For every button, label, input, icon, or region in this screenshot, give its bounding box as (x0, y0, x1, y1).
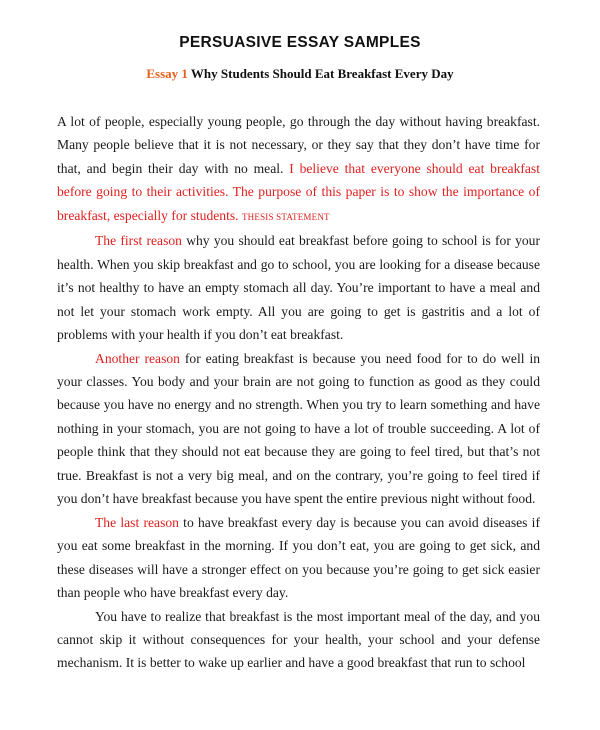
first-reason-text: why you should eat breakfast before going to school is for your health. When you skip breakfast and go to school, you are looking for a disease because it’s not healthy to have an empty stomach all day. You’re important to have a meal and not let your stomach work empty. All you are going to get is gastritis and a lot of problems with your health if you don’t eat breakfast. (57, 233, 540, 343)
document-title: PERSUASIVE ESSAY SAMPLES (179, 34, 421, 51)
paragraph-intro (57, 110, 540, 229)
essay-number-label: Essay 1 (146, 66, 188, 81)
paragraph-last-reason (57, 511, 540, 605)
intro-text: A lot of people, especially young people, go through the day without having breakfast. Many people believe that it is not necessary, or they say that they don’t have time for that, and begin their day with no meal. (57, 114, 540, 176)
another-reason-highlight: Another reason (95, 350, 180, 366)
last-reason-highlight: The last reason (95, 514, 179, 530)
paragraph-another-reason (57, 347, 540, 511)
last-reason-text: to have breakfast every day is because you can avoid diseases if you eat some breakfast in the morning. If you don’t eat, you are going to get sick, and these diseases will have a stronger effect on you because you’re going to get sick easier than people who have breakfast every day. (57, 514, 540, 601)
thesis-statement-tag: THESIS STATEMENT (241, 211, 330, 222)
conclusion-text: You have to realize that breakfast is the most important meal of the day, and you cannot skip it without consequences for your health, your school and your defense mechanism. It is better to wake up earlier and have a good breakfast that run to school (57, 608, 540, 671)
paragraph-first-reason (57, 229, 540, 346)
first-reason-highlight: The first reason (95, 233, 182, 249)
essay-subtitle (0, 66, 600, 82)
paragraph-conclusion (57, 605, 540, 675)
thesis-highlight: I believe that everyone should eat breakfast before going to their activities. The purpose of this paper is to show the importance of breakfast, especially for students. (57, 160, 540, 223)
essay-title: Why Students Should Eat Breakfast Every Day (187, 66, 454, 81)
essay-body (57, 110, 540, 675)
another-reason-text: for eating breakfast is because you need food for to do well in your classes. You body and your brain are not going to function as good as they could because you have no energy and no strength. When you try to learn something and have nothing in your stomach, you are not going to have a lot of trouble succeeding. A lot of people think that they should not eat because they are going to feel tired, but that’s not true. Breakfast is not a very big meal, and on the contrary, you’re going to feel tired if you don’t have breakfast because you have spent the entire previous night without food. (57, 350, 541, 507)
